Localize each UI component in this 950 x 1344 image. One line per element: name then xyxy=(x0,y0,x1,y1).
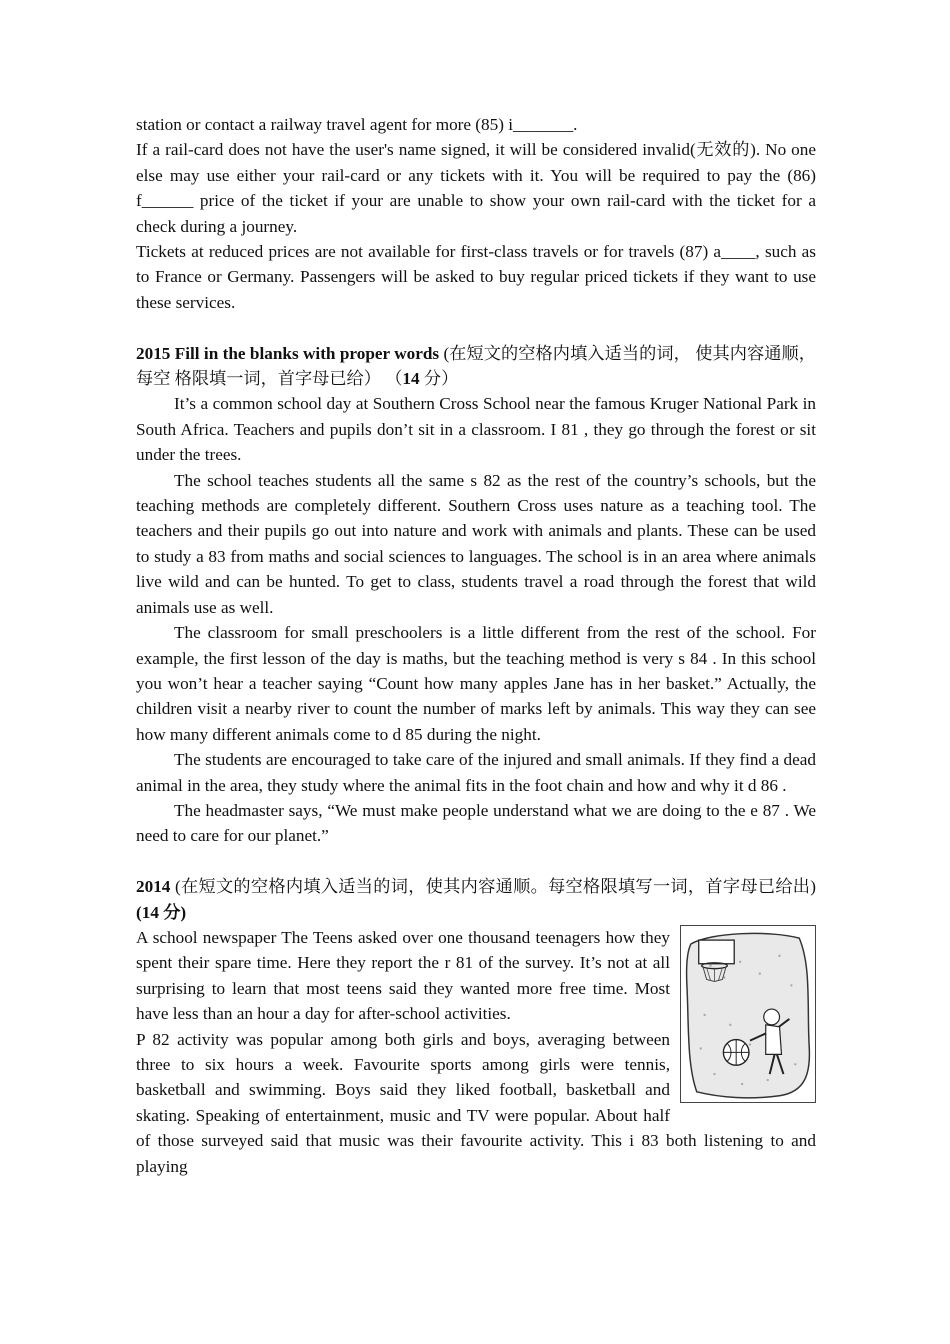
passage-2014 xyxy=(136,925,816,1179)
heading-2015-bold: 2015 Fill in the blanks with proper words xyxy=(136,343,440,363)
passage-2015-paragraph: The students are encouraged to take care of the injured and small animals. If they find a dead animal in the area, they study where the animal fits in the foot chain and how and why it d 86 . xyxy=(136,750,816,795)
heading-2014-instructions: (在短文的空格内填入适当的词，使其内容通顺。每空格限填写一词，首字母已给出) xyxy=(170,877,816,897)
heading-2015 xyxy=(136,341,816,392)
passage-2015-paragraph: The classroom for small preschoolers is a little different from the rest of the school. For example, the first lesson of the day is maths, but the teaching method is very s 84 . In this school you won’t hear a teacher saying “Count how many apples Jane has in her basket.” Actually, the children visit a nearby river to count the number of marks left by animals. This way they can see how many different animals come to d 85 during the night. xyxy=(136,623,816,744)
passage-2014-paragraph-1: A school newspaper The Teens asked over one thousand teenagers how they spent their spare time. Here they report the r 81 of the survey. It’s not at all surprising to learn that most teens said they wanted more free time. Most have less than an hour a day for after-school activities. xyxy=(136,927,670,1024)
heading-2014 xyxy=(136,874,816,925)
passage-2015-paragraph: It’s a common school day at Southern Cross School near the famous Kruger National Park in South Africa. Teachers and pupils don’t sit in a classroom. I 81 , they go through the forest or sit under the trees. xyxy=(136,394,816,465)
prev-line-1: station or contact a railway travel agent for more (85) i_______. xyxy=(136,115,578,134)
passage-2015-paragraph: The school teaches students all the same s 82 as the rest of the country’s schools, but the teaching methods are completely different. Southern Cross uses nature as a teaching tool. The teachers and their pupils go out into nature and work with animals and plants. These can be used to study a 83 from maths and social sciences to languages. The school is in an area where animals live wild and can be hunted. To get to class, students travel a road through the forest that wild animals use as well. xyxy=(136,470,816,617)
passage-2015-paragraph: The headmaster says, “We must make people understand what we are doing to the e 87 . We need to care for our planet.” xyxy=(136,800,816,846)
prev-paragraph-2: If a rail-card does not have the user's name signed, it will be considered invalid(无效的). No one else may use either your rail-card or any tickets with it. You will be required to pay the (86) f______ price of the ticket if your are unable to show your own rail-card with the ticket for a check during a journey. xyxy=(136,140,816,236)
heading-2015-end: 分） xyxy=(419,369,459,389)
prev-paragraph-3: Tickets at reduced prices are not available for first-class travels or for travels (87) a____, such as to France or Germany. Passengers will be asked to buy regular priced tickets if they want to use these services. xyxy=(136,242,816,312)
basketball-player-illustration-icon xyxy=(680,925,816,1103)
document-page xyxy=(136,112,816,1179)
heading-2014-score: (14 分) xyxy=(136,902,187,922)
heading-2014-year: 2014 xyxy=(136,877,171,897)
heading-2015-score: 14 xyxy=(402,369,420,389)
passage-2014-paragraph-2: P 82 activity was popular among both girls and boys, averaging between three to six hours a week. Favourite sports among girls were tennis, basketball and swimming. Boys said they liked football, basketball and skating. Speaking of entertainment, music and TV were popular. About half of those surveyed said that music was their favourite activity. This i 83 both listening to and playing xyxy=(136,1029,816,1176)
heading-2015-instructions: (在短文的空格内填入适当的词， 使其内容通顺， 每空 格限填一词，首字母已给） （ xyxy=(136,343,816,389)
